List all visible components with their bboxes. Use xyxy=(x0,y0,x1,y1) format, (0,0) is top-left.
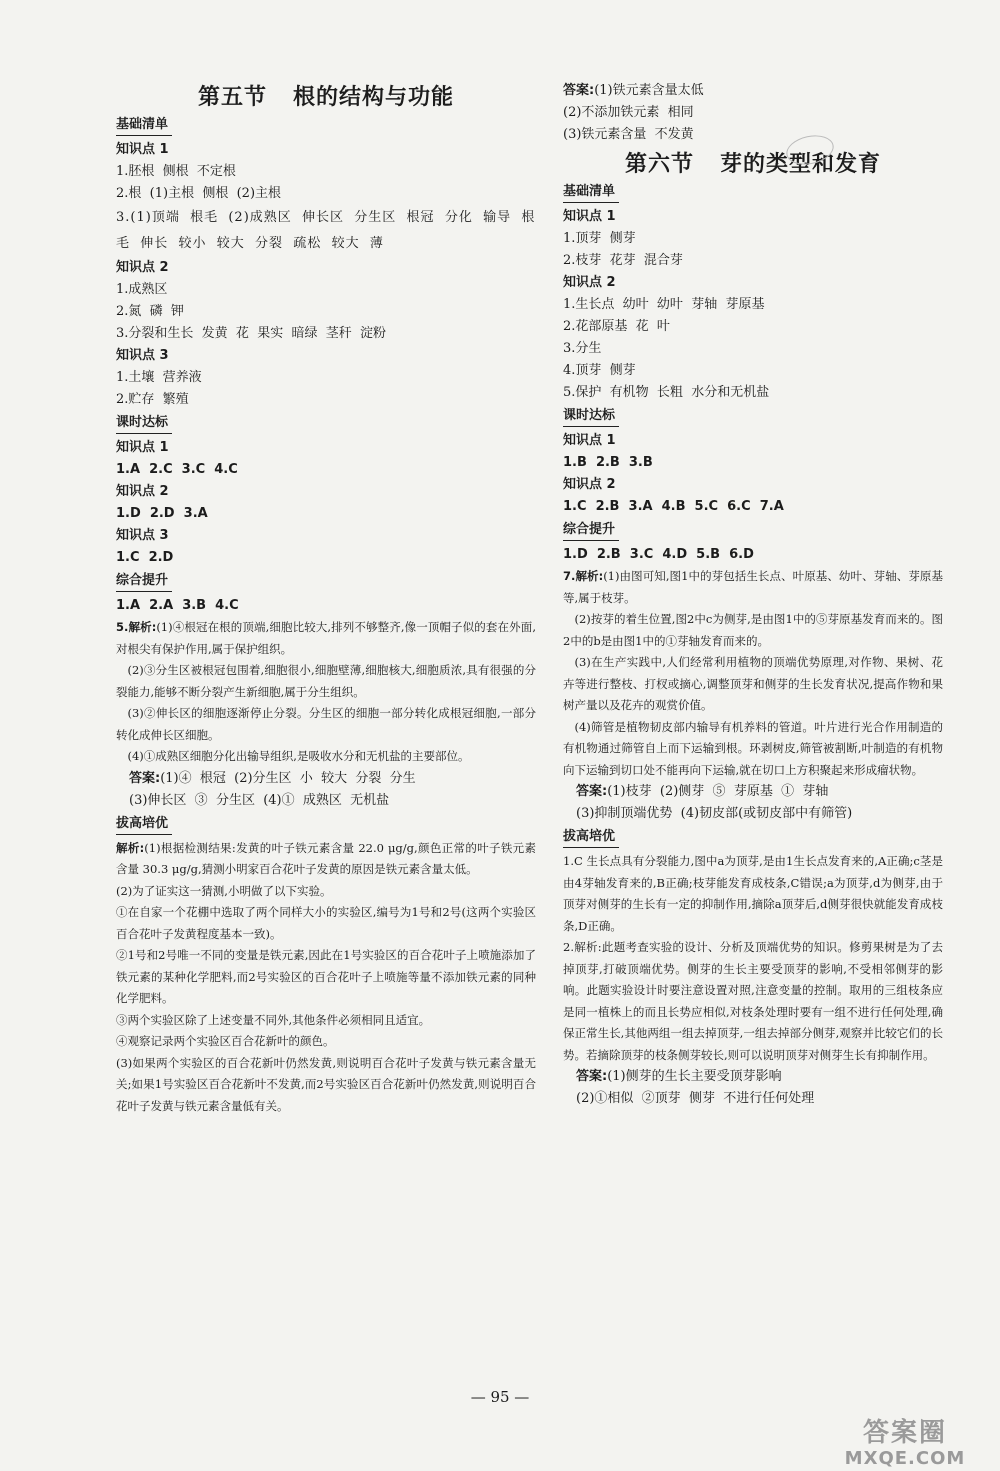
analysis-paragraph: ③两个实验区除了上述变量不同外,其他条件必须相同且适宜。 xyxy=(116,1012,431,1027)
analysis-paragraph: (3)如果两个实验区的百合花新叶仍然发黄,则说明百合花叶子发黄与铁元素含量无关;如果1号实验区百合花新叶不发黄,而2号实验区百合花新叶仍然发黄,则说明百合花叶子发黄与铁元素含量低有关。 xyxy=(116,1055,536,1113)
analysis-paragraph: ②1号和2号唯一不同的变量是铁元素,因此在1号实验区的百合花叶子上喷施添加了铁元素的某种化学肥料,而2号实验区的百合花叶子上喷施等量不添加铁元素的同种化学肥料。 xyxy=(116,948,536,1005)
heading-comprehensive: 综合提升 xyxy=(116,571,172,592)
analysis-paragraph xyxy=(563,566,943,609)
knowledge-point-1: 知识点 1 xyxy=(116,142,169,157)
knowledge-point-3: 知识点 3 xyxy=(116,528,169,543)
answer-label: 答案: xyxy=(563,83,595,98)
answer-block xyxy=(116,768,536,790)
knowledge-point-1: 知识点 1 xyxy=(563,209,616,224)
answer-line: 1.胚根 侧根 不定根 xyxy=(116,164,236,179)
answer-block xyxy=(563,80,943,102)
knowledge-point-1: 知识点 1 xyxy=(563,433,616,448)
analysis-paragraph: ①在自家一个花棚中选取了两个同样大小的实验区,编号为1号和2号(这两个实验区百合花叶子发黄程度基本一致)。 xyxy=(116,905,536,941)
answer-label: 答案: xyxy=(576,784,608,799)
analysis-paragraph: (4)①成熟区细胞分化出输导组织,是吸收水分和无机盐的主要部位。 xyxy=(127,749,470,763)
answer-text: (2)不添加铁元素 相同 xyxy=(563,105,694,120)
analysis-paragraph xyxy=(116,838,536,881)
answer-line: 2.根 (1)主根 侧根 (2)主根 xyxy=(116,186,282,201)
heading-lesson: 课时达标 xyxy=(563,406,619,427)
analysis-paragraph: (3)在生产实践中,人们经常利用植物的顶端优势原理,对作物、果树、花卉等进行整枝、打杈或摘心,调整顶芽和侧芽的生长发育状况,提高作物和果树产量以及花卉的观赏价值。 xyxy=(563,655,943,712)
answer-line: 3.(1)顶端 根毛 (2)成熟区 伸长区 分生区 根冠 分化 输导 根毛 伸长 较小 较大 分裂 疏松 较大 薄 xyxy=(116,210,536,251)
knowledge-point-3: 知识点 3 xyxy=(116,348,169,363)
section-title-5: 第五节 根的结构与功能 xyxy=(198,85,454,110)
choice-answers: 1.C 2.B 3.A 4.B 5.C 6.C 7.A xyxy=(563,499,784,514)
heading-extension: 拔高培优 xyxy=(116,814,172,835)
analysis-paragraph: (2)按芽的着生位置,图2中c为侧芽,是由图1中的⑤芽原基发育而来的。图2中的b是由图1中的①芽轴发育而来的。 xyxy=(563,612,943,648)
answer-text: (1)侧芽的生长主要受顶芽影响 xyxy=(607,1069,782,1084)
analysis-paragraph: ④观察记录两个实验区百合花新叶的颜色。 xyxy=(116,1034,335,1048)
analysis-label: 5.解析: xyxy=(116,620,157,634)
knowledge-point-2: 知识点 2 xyxy=(563,275,616,290)
answer-line: 1.土壤 营养液 xyxy=(116,370,202,385)
answer-text: (1)枝芽 (2)侧芽 ⑤ 芽原基 ① 芽轴 xyxy=(607,784,829,799)
section-title-6: 第六节 芽的类型和发育 xyxy=(625,152,881,177)
heading-basic-list: 基础清单 xyxy=(563,182,619,203)
watermark xyxy=(820,1418,990,1470)
answer-text: (2)①相似 ②顶芽 侧芽 不进行任何处理 xyxy=(576,1091,815,1106)
knowledge-point-1: 知识点 1 xyxy=(116,440,169,455)
answer-line: 2.贮存 繁殖 xyxy=(116,392,189,407)
answer-line: 2.枝芽 花芽 混合芽 xyxy=(563,253,683,268)
analysis-text: (1)根据检测结果:发黄的叶子铁元素含量 22.0 μg/g,颜色正常的叶子铁元素含量 30.3 μg/g,猜测小明家百合花叶子发黄的原因是铁元素含量太低。 xyxy=(116,840,536,876)
analysis-paragraph: (2)为了证实这一猜测,小明做了以下实验。 xyxy=(116,883,332,898)
answer-line: 4.顶芽 侧芽 xyxy=(563,363,636,378)
analysis-text: (1)④根冠在根的顶端,细胞比较大,排列不够整齐,像一顶帽子似的套在外面,对根尖有保护作用,属于保护组织。 xyxy=(116,620,536,656)
heading-lesson: 课时达标 xyxy=(116,413,172,434)
left-column xyxy=(116,0,536,1117)
heading-extension: 拔高培优 xyxy=(563,827,619,848)
answer-label: 答案: xyxy=(129,770,161,786)
answer-line: 3.分生 xyxy=(563,341,602,356)
analysis-paragraph: (4)筛管是植物韧皮部内输导有机养料的管道。叶片进行光合作用制造的有机物通过筛管自上而下运输到根。环剥树皮,筛管被割断,叶制造的有机物向下运输到切口处不能再向下运输,就在切口上方积聚起来形成瘤状物。 xyxy=(563,719,943,777)
answer-line: 2.花部原基 花 叶 xyxy=(563,319,670,334)
answer-line: 5.保护 有机物 长粗 水分和无机盐 xyxy=(563,385,770,400)
analysis-paragraph xyxy=(116,617,536,660)
choice-answers: 1.A 2.C 3.C 4.C xyxy=(116,462,238,477)
knowledge-point-2: 知识点 2 xyxy=(563,477,616,492)
answer-text: (1)④ 根冠 (2)分生区 小 较大 分裂 分生 xyxy=(160,770,416,786)
answer-text: (3)铁元素含量 不发黄 xyxy=(563,127,694,142)
watermark-url: MXQE.COM xyxy=(844,1448,966,1469)
analysis-label: 7.解析: xyxy=(563,569,604,583)
choice-answers: 1.B 2.B 3.B xyxy=(563,455,653,470)
answer-text: (1)铁元素含量太低 xyxy=(594,83,704,98)
answer-line: 2.氮 磷 钾 xyxy=(116,304,184,319)
heading-comprehensive: 综合提升 xyxy=(563,520,619,541)
answer-line: 1.顶芽 侧芽 xyxy=(563,231,636,246)
right-column xyxy=(563,0,943,1110)
knowledge-point-2: 知识点 2 xyxy=(116,260,169,275)
answer-block xyxy=(563,781,943,803)
watermark-logo: 答案圈 xyxy=(862,1418,947,1448)
analysis-text: (1)由图可知,图1中的芽包括生长点、叶原基、幼叶、芽轴、芽原基等,属于枝芽。 xyxy=(563,569,943,605)
choice-answers: 1.D 2.D 3.A xyxy=(116,506,208,521)
analysis-paragraph: (3)②伸长区的细胞逐渐停止分裂。分生区的细胞一部分转化成根冠细胞,一部分转化成伸长区细胞。 xyxy=(116,706,536,742)
answer-label: 答案: xyxy=(576,1069,608,1084)
analysis-paragraph: 2.解析:此题考查实验的设计、分析及顶端优势的知识。修剪果树是为了去掉顶芽,打破顶端优势。侧芽的生长主要受顶芽的影响,不受相邻侧芽的影响。此题实验设计时要注意设置对照,注意变量的控制。取用的三组枝条应是同一植株上的而且长势应相似,对枝条处理时要有一组不进行任何处理,确保正常生长,其他两组一组去掉顶芽,一组去掉部分侧芽,观察并比较它们的长势。若摘除顶芽的枝条侧芽较长,则可以说明顶芽对侧芽生长有抑制作用。 xyxy=(563,940,943,1062)
choice-answers: 1.D 2.B 3.C 4.D 5.B 6.D xyxy=(563,547,754,562)
heading-basic-list: 基础清单 xyxy=(116,115,172,136)
answer-block xyxy=(563,1066,943,1088)
analysis-paragraph: (2)③分生区被根冠包围着,细胞很小,细胞壁薄,细胞核大,细胞质浓,具有很强的分裂能力,能够不断分裂产生新细胞,属于分生组织。 xyxy=(116,663,536,699)
analysis-paragraph: 1.C 生长点具有分裂能力,图中a为顶芽,是由1生长点发育来的,A正确;c茎是由4芽轴发育来的,B正确;枝芽能发育成枝条,C错误;a为顶芽,d为侧芽,由于顶芽对侧芽的生长有一定的抑制作用,摘除a顶芽后,d侧芽很快就能发育成枝条,D正确。 xyxy=(563,854,943,933)
choice-answers: 1.C 2.D xyxy=(116,550,174,565)
answer-line: 1.成熟区 xyxy=(116,282,168,297)
answer-line: 3.分裂和生长 发黄 花 果实 暗绿 茎秆 淀粉 xyxy=(116,326,386,341)
answer-line: 1.生长点 幼叶 幼叶 芽轴 芽原基 xyxy=(563,297,765,312)
analysis-label: 解析: xyxy=(116,840,145,855)
answer-text: (3)伸长区 ③ 分生区 (4)① 成熟区 无机盐 xyxy=(129,792,390,808)
answer-text: (3)抑制顶端优势 (4)韧皮部(或韧皮部中有筛管) xyxy=(576,806,853,821)
choice-answers: 1.A 2.A 3.B 4.C xyxy=(116,598,239,613)
page-number: — 95 — xyxy=(470,1388,530,1406)
knowledge-point-2: 知识点 2 xyxy=(116,484,169,499)
